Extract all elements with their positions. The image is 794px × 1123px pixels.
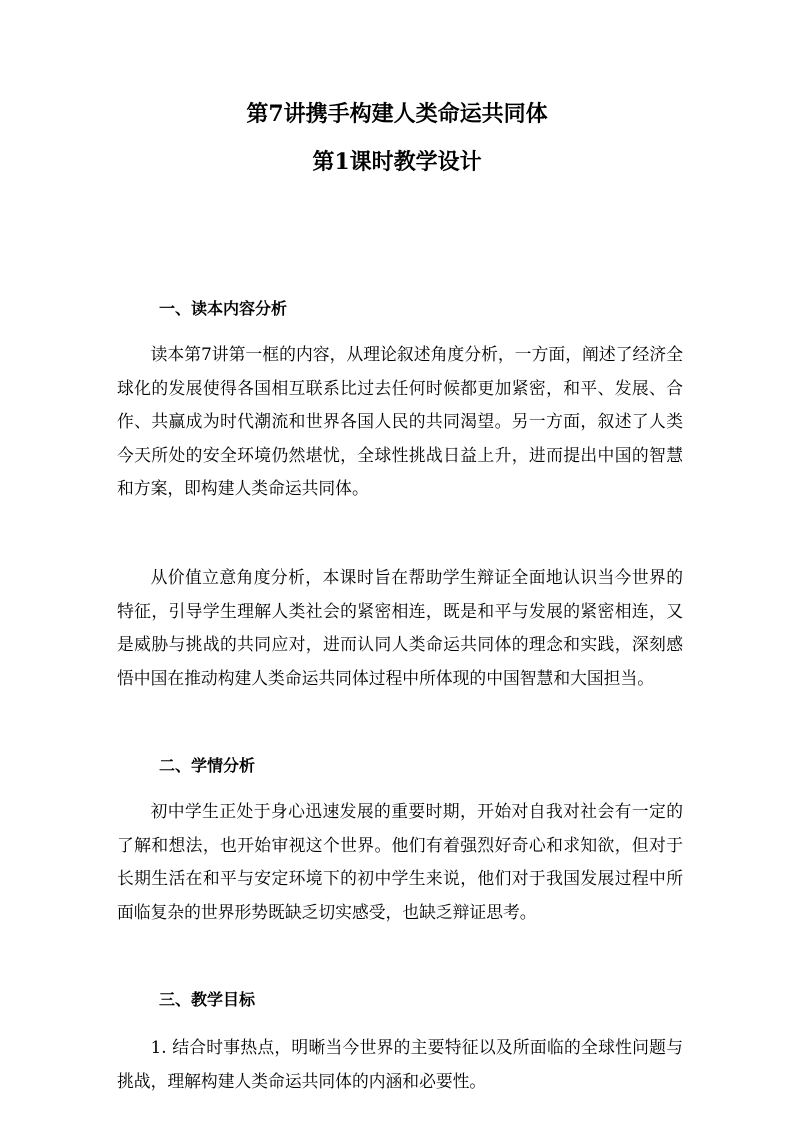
document-subtitle: 第1课时教学设计 xyxy=(312,149,482,175)
paragraph-content-analysis-2: 从价值立意角度分析，本课时旨在帮助学生辩证全面地认识当今世界的特征，引导学生理解人类社会的紧密相连，既是和平与发展的紧密相连，又是威胁与挑战的共同应对，进而认同人类命运共同体的理念和实践，深刻感悟中国在推动构建人类命运共同体过程中所体现的中国智慧和大国担当。 xyxy=(117,567,683,688)
section-heading-student-analysis: 二、学情分析 xyxy=(159,756,256,775)
paragraph-student-analysis: 初中学生正处于身心迅速发展的重要时期，开始对自我对社会有一定的了解和想法，也开始审视这个世界。他们有着强烈好奇心和求知欲，但对于长期生活在和平与安定环境下的初中学生来说，他们对于我国发展过程中所面临复杂的世界形势既缺乏切实感受，也缺乏辩证思考。 xyxy=(117,801,683,922)
section-heading-teaching-goals: 三、教学目标 xyxy=(159,990,256,1009)
paragraph-content-analysis-1: 读本第7讲第一框的内容，从理论叙述角度分析，一方面，阐述了经济全球化的发展使得各国相互联系比过去任何时候都更加紧密，和平、发展、合作、共赢成为时代潮流和世界各国人民的共同渴望。另一方面，叙述了人类今天所处的安全环境仍然堪忧，全球性挑战日益上升，进而提出中国的智慧和方案，即构建人类命运共同体。 xyxy=(117,344,683,499)
document-title: 第7讲携手构建人类命运共同体 xyxy=(246,101,548,127)
section-heading-content-analysis: 一、读本内容分析 xyxy=(159,299,288,318)
paragraph-teaching-goal-1: 1. 结合时事热点，明晰当今世界的主要特征以及所面临的全球性问题与挑战，理解构建人类命运共同体的内涵和必要性。 xyxy=(117,1037,683,1091)
